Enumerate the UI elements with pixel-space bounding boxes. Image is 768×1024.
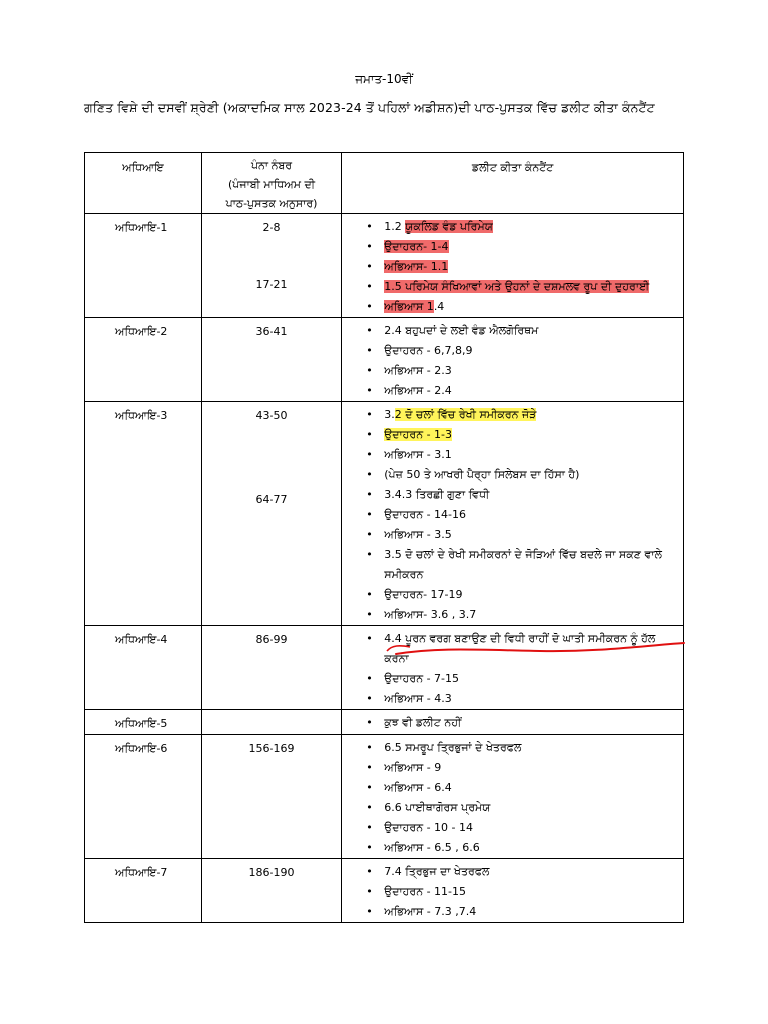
list-item — [364, 629, 677, 669]
table-row — [85, 626, 684, 710]
table-row — [85, 318, 684, 402]
table-row — [85, 214, 684, 318]
list-item — [364, 882, 677, 902]
highlighted-text: ਉਦਾਹਰਨ- 1-4 — [384, 240, 449, 253]
highlighted-text: ਅਭਿਆਸ- 1.1 — [384, 260, 449, 273]
item-text: ਉਦਾਹਰਨ - 14-16 — [384, 508, 467, 521]
content-cell — [342, 214, 684, 318]
item-text: 3. — [384, 408, 395, 421]
item-text: ਅਭਿਆਸ - 3.5 — [384, 528, 452, 541]
item-text: 7.4 ਤ੍ਰਿਭੁਜ ਦਾ ਖੇਤਰਫਲ — [384, 865, 490, 878]
item-text: ਅਭਿਆਸ - 7.3 ,7.4 — [384, 905, 477, 918]
item-text: ਅਭਿਆਸ - 2.3 — [384, 364, 452, 377]
list-item — [364, 778, 677, 798]
chapter-cell: ਅਧਿਆਇ-4 — [85, 626, 202, 710]
content-cell — [342, 402, 684, 626]
header-content: ਡਲੀਟ ਕੀਤਾ ਕੰਨਟੈਂਟ — [342, 153, 684, 214]
item-text: 6.6 ਪਾਈਥਾਗੋਰਸ ਪ੍ਰਮੇਯ — [384, 801, 491, 814]
list-item — [364, 902, 677, 922]
pages-cell — [201, 735, 341, 859]
list-item — [364, 525, 677, 545]
chapter-cell: ਅਧਿਆਇ-5 — [85, 710, 202, 735]
pages-cell — [201, 859, 341, 923]
header-pages-line1: ਪੰਨਾ ਨੰਬਰ — [250, 159, 293, 172]
pages-cell — [201, 318, 341, 402]
content-cell — [342, 710, 684, 735]
item-text: ਕੁਝ ਵੀ ਡਲੀਟ ਨਹੀਂ — [384, 716, 462, 729]
content-list — [342, 859, 683, 922]
item-text: ਉਦਾਹਰਨ - 11-15 — [384, 885, 467, 898]
header-chapter: ਅਧਿਆਇ — [85, 153, 202, 214]
item-text: ਅਭਿਆਸ - 9 — [384, 761, 442, 774]
item-text: 3.4.3 ਤਿਰਛੀ ਗੁਣਾ ਵਿਧੀ — [384, 488, 490, 501]
header-pages-line3: ਪਾਠ-ਪੁਸਤਕ ਅਨੁਸਾਰ) — [225, 197, 318, 210]
content-cell — [342, 859, 684, 923]
content-list — [342, 214, 683, 317]
deleted-content-table — [84, 152, 684, 923]
content-list — [342, 710, 683, 733]
content-list — [342, 735, 683, 858]
table-row — [85, 859, 684, 923]
list-item — [364, 689, 677, 709]
page-range: 36-41 — [255, 325, 288, 338]
list-item — [364, 425, 677, 445]
intro-text: ਗਣਿਤ ਵਿਸ਼ੇ ਦੀ ਦਸਵੀਂ ਸ਼੍ਰੇਣੀ (ਅਕਾਦਮਿਕ ਸਾਲ 2023-24 ਤੋਂ ਪਹਿਲਾਂ ਅਡੀਸ਼ਨ)ਦੀ ਪਾਠ-ਪੁਸਤਕ ਵਿੱਚ ਡਲੀਟ ਕੀਤਾ ਕੰਨਟੈਂਟ — [84, 100, 655, 115]
highlighted-text: ਅਭਿਆਸ 1 — [384, 300, 434, 313]
list-item — [364, 485, 677, 505]
list-item — [364, 341, 677, 361]
chapter-cell: ਅਧਿਆਇ-7 — [85, 859, 202, 923]
content-list — [342, 318, 683, 401]
list-item — [364, 505, 677, 525]
list-item — [364, 465, 677, 485]
item-text: ਅਭਿਆਸ- 3.6 , 3.7 — [384, 608, 477, 621]
pages-cell — [201, 710, 341, 735]
list-item — [364, 605, 677, 625]
page-range: 86-99 — [255, 633, 288, 646]
page-range: 2-8 — [262, 221, 281, 234]
item-text: ਉਦਾਹਰਨ - 6,7,8,9 — [384, 344, 473, 357]
header-pages — [201, 153, 341, 214]
item-text: 3.5 ਦੋ ਚਲਾਂ ਦੇ ਰੇਖੀ ਸਮੀਕਰਨਾਂ ਦੇ ਜੋੜਿਆਂ ਵਿੱਚ ਬਦਲੇ ਜਾ ਸਕਣ ਵਾਲੇ ਸਮੀਕਰਨ — [384, 548, 662, 581]
highlighted-text: 2 ਦੋ ਚਲਾਂ ਵਿੱਚ ਰੇਖੀ ਸਮੀਕਰਨ ਜੋੜੇ — [394, 408, 537, 421]
item-text: ਅਭਿਆਸ - 4.3 — [384, 692, 452, 705]
list-item — [364, 257, 677, 277]
page-range: 186-190 — [248, 866, 295, 879]
item-text: ਅਭਿਆਸ - 6.4 — [384, 781, 452, 794]
chapter-cell: ਅਧਿਆਇ-3 — [85, 402, 202, 626]
page-range: 64-77 — [255, 493, 288, 506]
list-item — [364, 237, 677, 257]
item-text: ਉਦਾਹਰਨ - 7-15 — [384, 672, 460, 685]
list-item — [364, 818, 677, 838]
list-item — [364, 277, 677, 297]
highlighted-text: ਯੂਕਲਿਡ ਵੰਡ ਪਰਿਮੇਯ — [405, 220, 493, 233]
list-item — [364, 862, 677, 882]
list-item — [364, 838, 677, 858]
chapter-cell: ਅਧਿਆਇ-2 — [85, 318, 202, 402]
table-header-row — [85, 153, 684, 214]
table-row — [85, 402, 684, 626]
item-text: ਉਦਾਹਰਨ - 10 - 14 — [384, 821, 474, 834]
list-item — [364, 405, 677, 425]
list-item — [364, 381, 677, 401]
item-text: 6.5 ਸਮਰੂਪ ਤ੍ਰਿਭੁਜਾਂ ਦੇ ਖੇਤਰਫਲ — [384, 741, 522, 754]
list-item — [364, 445, 677, 465]
item-text: (ਪੇਜ਼ 50 ਤੇ ਆਖਰੀ ਪੈਰ੍ਹਾ ਸਿਲੇਬਸ ਦਾ ਹਿੱਸਾ ਹੈ) — [384, 468, 580, 481]
pages-cell — [201, 626, 341, 710]
item-text: 4.4 ਪੂਰਨ ਵਰਗ ਬਣਾਉਣ ਦੀ ਵਿਧੀ ਰਾਹੀਂ ਦੋ ਘਾਤੀ ਸਮੀਕਰਨ ਨੂੰ ਹੱਲ ਕਰਨਾ — [384, 632, 656, 665]
pages-cell — [201, 402, 341, 626]
page-range: 156-169 — [248, 742, 295, 755]
list-item — [364, 798, 677, 818]
class-title: ਜਮਾਤ-10ਵੀਂ — [355, 72, 413, 86]
highlighted-text: ਉਦਾਹਰਨ - 1-3 — [384, 428, 453, 441]
list-item — [364, 321, 677, 341]
table-row — [85, 710, 684, 735]
content-list — [342, 402, 683, 625]
chapter-cell: ਅਧਿਆਇ-1 — [85, 214, 202, 318]
pages-cell — [201, 214, 341, 318]
item-text: ਅਭਿਆਸ - 6.5 , 6.6 — [384, 841, 480, 854]
header-pages-line2: (ਪੰਜਾਬੀ ਮਾਧਿਅਮ ਦੀ — [228, 178, 316, 191]
item-text: .4 — [433, 300, 445, 313]
content-cell — [342, 735, 684, 859]
chapter-cell: ਅਧਿਆਇ-6 — [85, 735, 202, 859]
list-item — [364, 217, 677, 237]
content-list — [342, 626, 683, 709]
list-item — [364, 713, 677, 733]
list-item — [364, 758, 677, 778]
list-item — [364, 545, 677, 585]
list-item — [364, 361, 677, 381]
highlighted-text: 1.5 ਪਰਿਮੇਯ ਸੰਖਿਆਵਾਂ ਅਤੇ ਉਹਨਾਂ ਦੇ ਦਸ਼ਮਲਵ ਰੂਪ ਦੀ ਦੁਹਰਾਈ — [384, 280, 650, 293]
content-cell — [342, 626, 684, 710]
item-text: ਅਭਿਆਸ - 2.4 — [384, 384, 452, 397]
list-item — [364, 738, 677, 758]
list-item — [364, 585, 677, 605]
item-text: ਉਦਾਹਰਨ- 17-19 — [384, 588, 463, 601]
list-item — [364, 297, 677, 317]
table-row — [85, 735, 684, 859]
item-text: 2.4 ਬਹੁਪਦਾਂ ਦੇ ਲਈ ਵੰਡ ਐਲਗੋਰਿਥਮ — [384, 324, 539, 337]
page-range: 17-21 — [255, 278, 288, 291]
item-text: ਅਭਿਆਸ - 3.1 — [384, 448, 452, 461]
item-text: 1.2 — [384, 220, 406, 233]
page-range: 43-50 — [255, 409, 288, 422]
list-item — [364, 669, 677, 689]
content-cell — [342, 318, 684, 402]
